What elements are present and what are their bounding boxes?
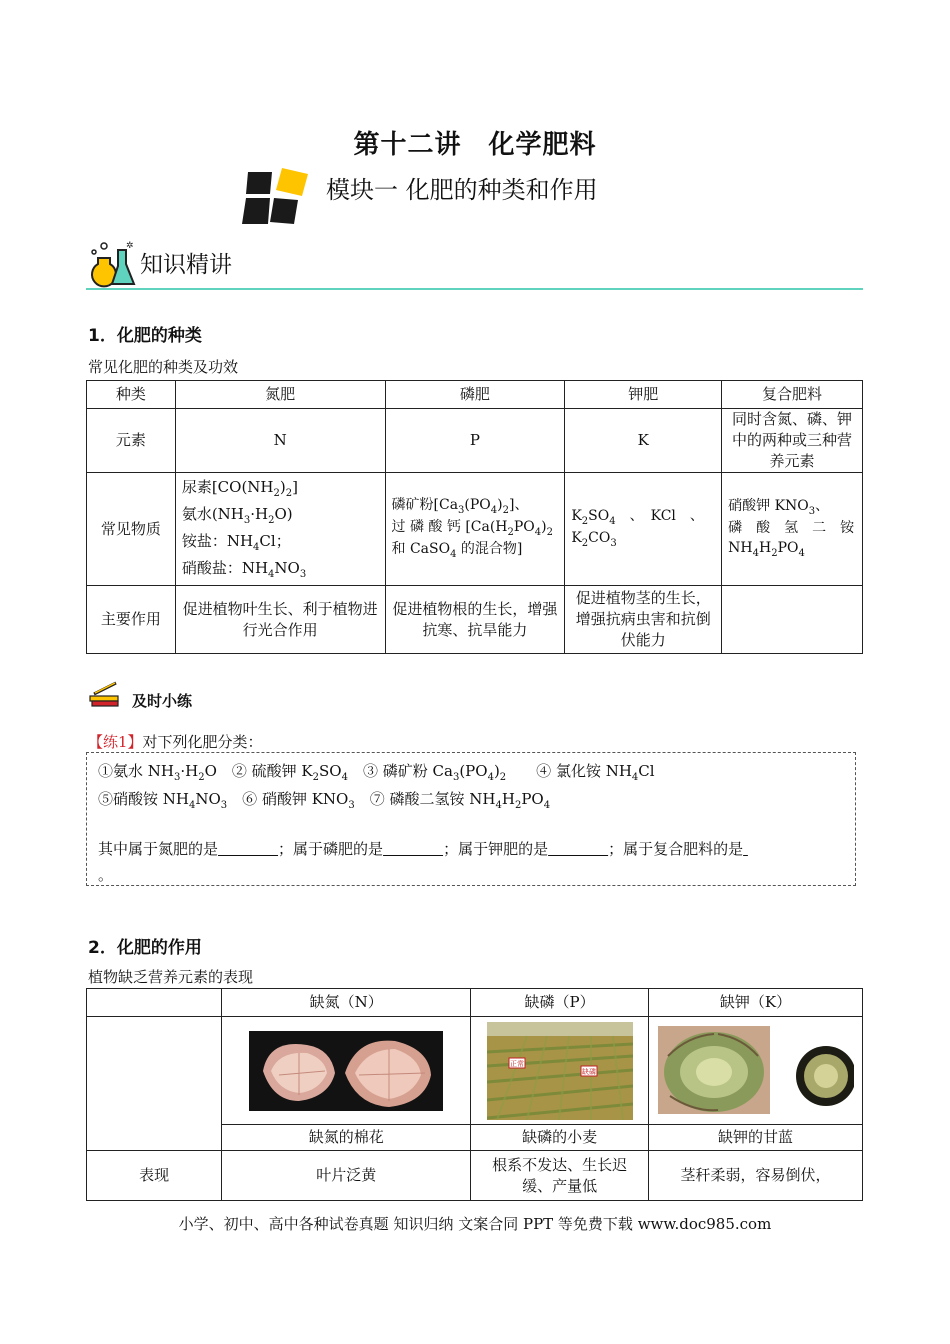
symptom-n: 叶片泛黄 <box>222 1151 471 1201</box>
page-title: 第十二讲 化学肥料 <box>353 130 597 160</box>
page-footer: 小学、初中、高中各种试卷真题 知识归纳 文案合同 PPT 等免费下载 www.doc985.com <box>178 1215 772 1233</box>
sign-lack-p: 缺磷 <box>581 1067 596 1076</box>
row-element-label: 元素 <box>87 409 176 473</box>
module-logo-icon <box>238 166 310 230</box>
element-p: P <box>385 409 565 473</box>
module-title: 模块一 化肥的种类和作用 <box>326 176 598 204</box>
header-lack-p: 缺磷（P） <box>471 989 649 1017</box>
fertilizer-table <box>86 380 863 654</box>
header-lack-k: 缺钾（K） <box>649 989 863 1017</box>
header-phosphorus: 磷肥 <box>385 381 565 409</box>
section1-heading: 1．化肥的种类 <box>88 326 202 346</box>
element-n: N <box>175 409 385 473</box>
practice-answer-line: 其中属于氮肥的是 ；属于磷肥的是 ；属于钾肥的是 ；属于复合肥料的是 <box>98 840 744 858</box>
section-banner-title: 知识精讲 <box>140 252 232 278</box>
photo-cabbage <box>649 1017 863 1125</box>
cabbage-photo <box>658 1026 854 1116</box>
row-substance-label: 常见物质 <box>87 473 176 586</box>
practice-items-line2: ⑤硝酸铵 $NH_4NO_3$ ⑥ 硝酸钾 $KNO_3$ ⑦ 磷酸二氢铵 $NH_4H_2PO_4$ <box>98 790 551 811</box>
substance-compound: 硝酸钾 $KNO_3$、 磷 酸 氢 二 铵 $NH_4H_2PO_4$ <box>722 473 863 586</box>
function-compound <box>722 586 863 654</box>
header-type: 种类 <box>87 381 176 409</box>
wheat-field-photo <box>487 1022 633 1120</box>
symptom-k: 茎秆柔弱，容易倒伏， <box>649 1151 863 1201</box>
substance-n: 尿素$[CO(NH_2)_2]$ 氨水$(NH_3\cdot H_2O)$ 铵盐：$NH_4Cl$； 硝酸盐：$NH_4NO_3$ <box>175 473 385 586</box>
substance-k: $K_2SO_4$ 、 KCl 、 $K_2CO_3$ <box>565 473 722 586</box>
deficiency-table <box>86 988 863 1201</box>
section2-heading: 2．化肥的作用 <box>88 938 202 958</box>
header-nitrogen: 氮肥 <box>175 381 385 409</box>
lab-flask-icon <box>86 240 138 288</box>
photo-cotton <box>222 1017 471 1125</box>
row-function-label: 主要作用 <box>87 586 176 654</box>
section2-caption: 植物缺乏营养元素的表现 <box>88 968 254 986</box>
cotton-leaves-photo <box>249 1031 443 1111</box>
pencil-books-icon <box>88 680 124 708</box>
practice-question-line <box>88 731 263 752</box>
practice-tag: 【练1】 <box>88 733 143 751</box>
practice-question: 对下列化肥分类： <box>142 733 263 751</box>
header-potassium: 钾肥 <box>565 381 722 409</box>
sign-normal: 正常 <box>509 1059 524 1068</box>
caption-wheat: 缺磷的小麦 <box>471 1125 649 1151</box>
svg-text:✲: ✲ <box>126 241 134 251</box>
function-k: 促进植物茎的生长，增强抗病虫害和抗倒伏能力 <box>565 586 722 654</box>
row-symptom-label: 表现 <box>87 1151 222 1201</box>
photo-wheat <box>471 1017 649 1125</box>
substance-p: 磷矿粉$[Ca_3(PO_4)_2]$、 过 磷 酸 钙 [$Ca(H_2PO_4)_2$ 和 CaSO$_4$ 的混合物] <box>385 473 565 586</box>
practice-items-line1: ①氨水 $NH_3\cdot H_2O$ ② 硫酸钾 $K_2SO_4$ ③ 磷矿粉 $Ca_3(PO_4)_2$ ④ 氯化铵 $NH_4Cl$ <box>98 762 655 783</box>
symptom-p: 根系不发达、生长迟缓、产量低 <box>471 1151 649 1201</box>
banner-divider <box>86 288 863 290</box>
header-lack-n: 缺氮（N） <box>222 989 471 1017</box>
function-p: 促进植物根的生长，增强抗寒、抗旱能力 <box>385 586 565 654</box>
blank-photo-label <box>87 1017 222 1151</box>
function-n: 促进植物叶生长、利于植物进行光合作用 <box>175 586 385 654</box>
practice-header: 及时小练 <box>132 692 193 710</box>
caption-cabbage: 缺钾的甘蓝 <box>649 1125 863 1151</box>
practice-answer-end: 。 <box>98 866 114 884</box>
element-compound: 同时含氮、磷、钾中的两种或三种营养元素 <box>722 409 863 473</box>
caption-cotton: 缺氮的棉花 <box>222 1125 471 1151</box>
header-compound: 复合肥料 <box>722 381 863 409</box>
element-k: K <box>565 409 722 473</box>
section1-caption: 常见化肥的种类及功效 <box>88 358 239 376</box>
blank-header <box>87 989 222 1017</box>
